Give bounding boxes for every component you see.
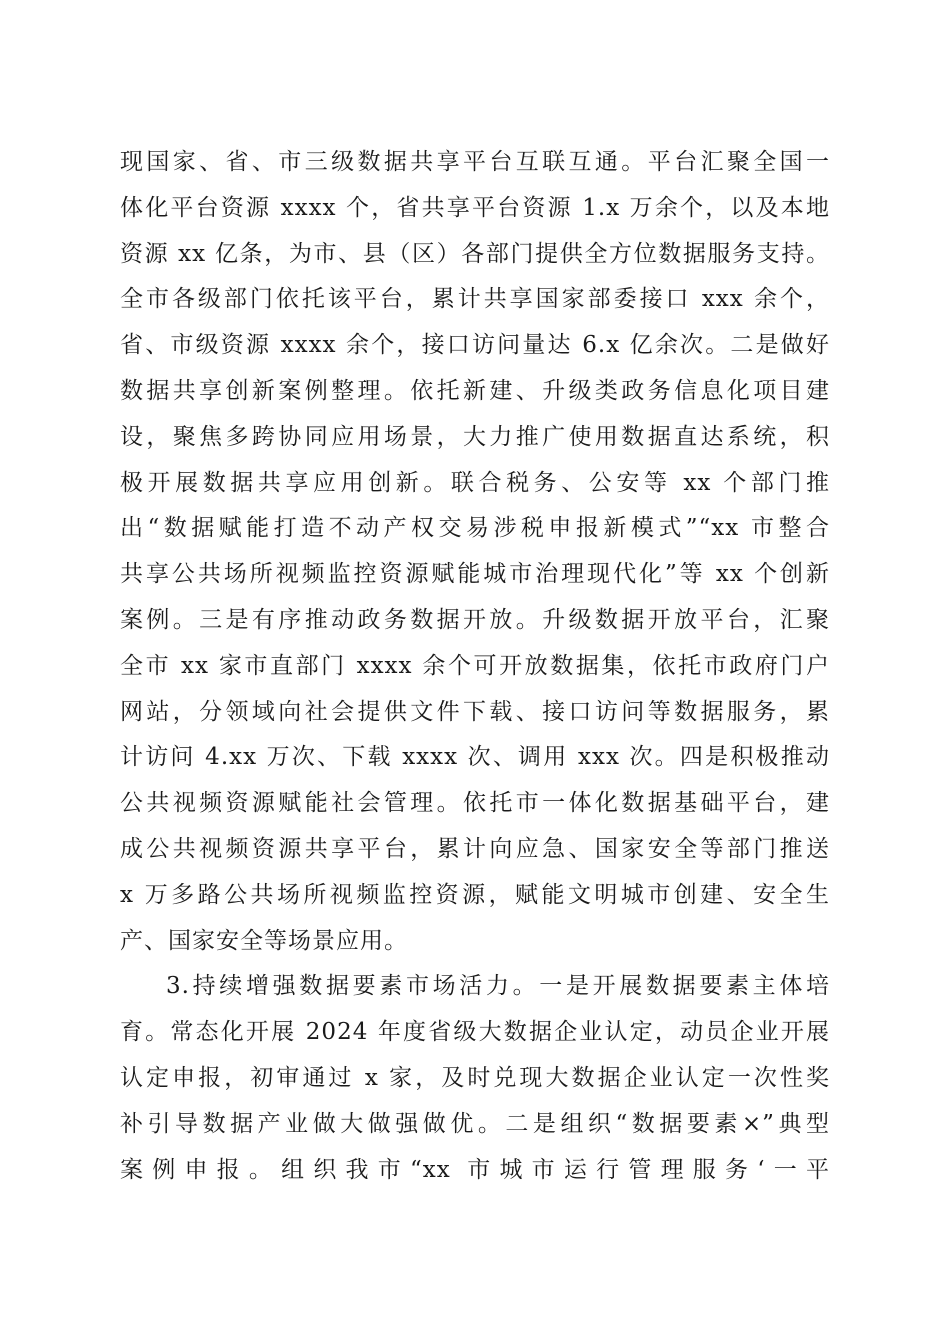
text-line: 全市 xx 家市直部门 xxxx 余个可开放数据集，依托市政府门户 [120,652,830,679]
text-line: x 万多路公共场所视频监控资源，赋能文明城市创建、安全生 [120,881,830,908]
text-line: 补引导数据产业做大做强做优。二是组织“数据要素×”典型 [120,1110,830,1137]
text-line: 案例。三是有序推动政务数据开放。升级数据开放平台，汇聚 [120,606,830,633]
text-line: 体化平台资源 xxxx 个，省共享平台资源 1.x 万余个，以及本地 [120,194,830,221]
text-line: 网站，分领域向社会提供文件下载、接口访问等数据服务，累 [120,698,830,725]
text-line: 全市各级部门依托该平台，累计共享国家部委接口 xxx 余个， [120,286,830,313]
text-line: 省、市级资源 xxxx 余个，接口访问量达 6.x 亿余次。二是做好 [120,332,830,359]
document-body [120,140,830,1193]
text-line: 计访问 4.xx 万次、下载 xxxx 次、调用 xxx 次。四是积极推动 [120,744,830,771]
text-line: 公共视频资源赋能社会管理。依托市一体化数据基础平台，建 [120,790,830,817]
text-line: 成公共视频资源共享平台，累计向应急、国家安全等部门推送 [120,835,830,862]
text-line: 极开展数据共享应用创新。联合税务、公安等 xx 个部门推 [120,469,830,496]
text-line: 认定申报，初审通过 x 家，及时兑现大数据企业认定一次性奖 [120,1064,830,1091]
text-line: 育。常态化开展 2024 年度省级大数据企业认定，动员企业开展 [120,1019,830,1046]
text-line: 数据共享创新案例整理。依托新建、升级类政务信息化项目建 [120,377,830,404]
paragraph-end-line: 产、国家安全等场景应用。 [120,927,408,954]
text-line: 案例申报。组织我市“xx 市城市运行管理服务‘一平 [120,1156,830,1183]
text-line: 资源 xx 亿条，为市、县（区）各部门提供全方位数据服务支持。 [120,240,830,267]
text-line: 共享公共场所视频监控资源赋能城市治理现代化”等 xx 个创新 [120,561,830,588]
text-line: 出“数据赋能打造不动产权交易涉税申报新模式”“xx 市整合 [120,515,830,542]
text-line: 现国家、省、市三级数据共享平台互联互通。平台汇聚全国一 [120,149,830,175]
text-line: 设，聚焦多跨协同应用场景，大力推广使用数据直达系统，积 [120,423,830,450]
paragraph-start-line: 3.持续增强数据要素市场活力。一是开展数据要素主体培 [166,973,830,1000]
